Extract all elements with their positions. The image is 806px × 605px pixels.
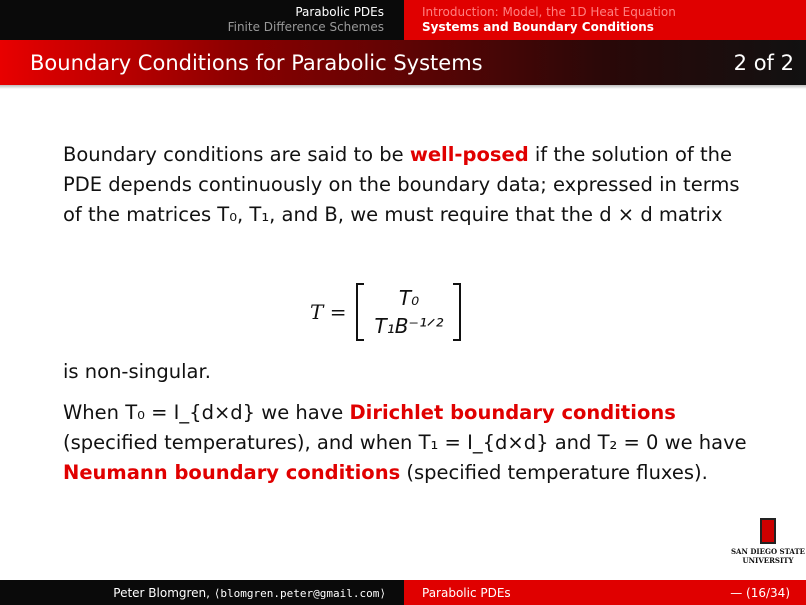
logo-line-2: UNIVERSITY <box>742 556 794 565</box>
text: Boundary conditions are said to be <box>63 143 410 166</box>
term-neumann: Neumann boundary conditions <box>63 461 401 484</box>
footer <box>0 580 806 605</box>
header-nav <box>0 0 806 40</box>
matrix-row-2: T₁B⁻¹ᐟ² <box>374 314 444 338</box>
footer-email: ⟨blomgren.peter@gmail.com⟩ <box>213 587 386 600</box>
text: (specified temperatures), and when T₁ = I_{d×d} and T₂ = 0 we have <box>63 431 747 454</box>
divider <box>0 85 806 89</box>
matrix-row-1: T₀ <box>398 286 420 310</box>
sdsu-logo <box>730 518 806 565</box>
text: When T₀ = I_{d×d} we have <box>63 401 350 424</box>
nav-section[interactable]: Parabolic PDEs <box>295 5 384 19</box>
text: if the solution of the PDE depends continuously on the boundary data; expressed in terms of the matrices T₀, T₁, and B, we must require that the d × d matrix <box>63 143 740 226</box>
frame-title: Boundary Conditions for Parabolic Systems <box>30 50 483 75</box>
frame-title-bar <box>0 40 806 85</box>
term-well-posed: well-posed <box>409 143 529 166</box>
footer-title: Parabolic PDEs <box>422 586 511 600</box>
nav-item-intro[interactable]: Introduction: Model, the 1D Heat Equation <box>422 5 676 19</box>
logo-line-1: SAN DIEGO STATE <box>731 547 805 556</box>
matrix-equation <box>310 283 461 341</box>
paragraph-wellposed <box>63 140 763 230</box>
shield-icon <box>760 518 776 544</box>
footer-author: Peter Blomgren, <box>113 586 210 600</box>
nav-item-systems[interactable]: Systems and Boundary Conditions <box>422 20 654 34</box>
paragraph-nonsingular: is non-singular. <box>63 360 211 383</box>
footer-page: — (16/34) <box>730 586 790 600</box>
nav-subsection[interactable]: Finite Difference Schemes <box>227 20 384 34</box>
text: (specified temperature fluxes). <box>400 461 708 484</box>
paragraph-bc-types <box>63 398 753 488</box>
matrix-lhs: T = <box>310 300 347 324</box>
term-dirichlet: Dirichlet boundary conditions <box>349 401 676 424</box>
left-bracket <box>356 283 364 341</box>
right-bracket <box>453 283 461 341</box>
frame-counter: 2 of 2 <box>733 50 794 75</box>
